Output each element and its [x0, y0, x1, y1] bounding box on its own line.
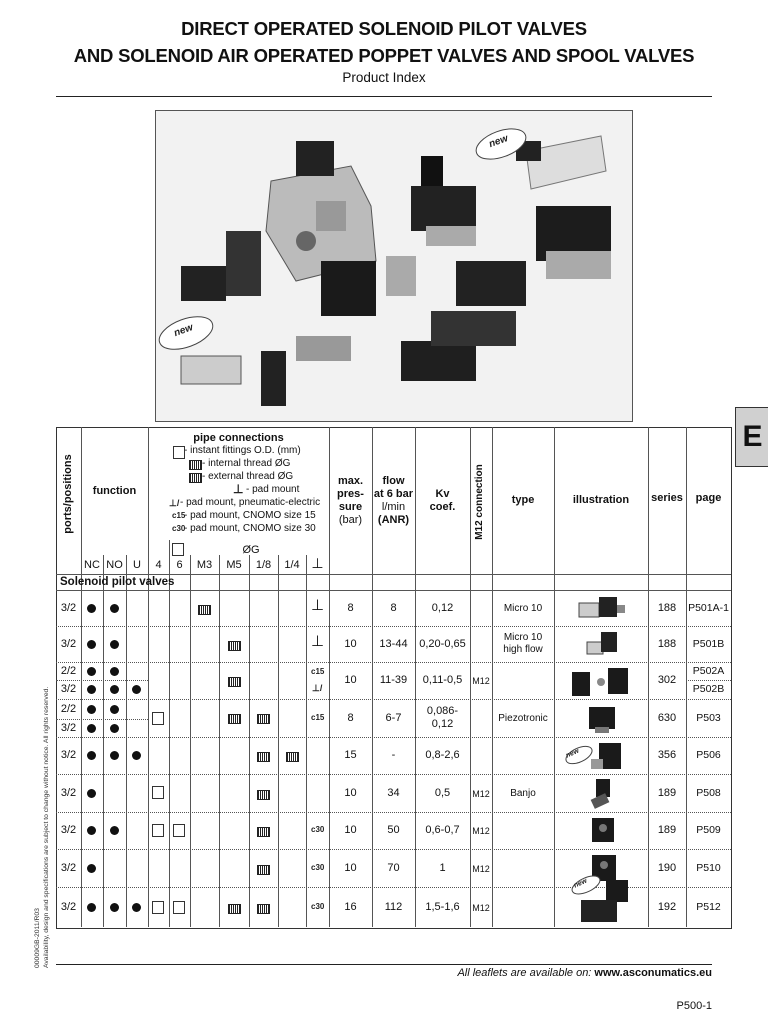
row2-pressure: 10 [344, 638, 357, 650]
row6-type: Banjo [510, 788, 536, 799]
row3-m5-thread-icon [228, 677, 241, 687]
header-pressure-2: pres- [337, 488, 364, 500]
row2-type-line1: Micro 10 [503, 632, 543, 643]
header-kv-2: coef. [429, 501, 456, 513]
row7-page[interactable]: P509 [696, 824, 721, 836]
row6-flow: 34 [387, 787, 400, 799]
row3-page-b[interactable]: P502B [692, 683, 725, 695]
footer-rule [56, 964, 712, 965]
row1-nc-dot [87, 604, 96, 613]
row5-nc-dot [87, 751, 96, 760]
row9-m12: M12 [472, 903, 490, 913]
row1-ports: 3/2 [60, 602, 77, 614]
row6-18-thread-icon [257, 790, 270, 800]
row5-18-thread-icon [257, 752, 270, 762]
header-6: 6 [176, 559, 183, 571]
header-1-8: 1/8 [255, 559, 272, 571]
row9-no-dot [110, 903, 119, 912]
row4-kv-line2: 0,12 [431, 718, 454, 730]
row7-flow: 50 [387, 824, 400, 836]
new-badge-1: new [487, 133, 510, 151]
row2-kv: 0,20-0,65 [419, 638, 466, 650]
header-u: U [133, 559, 141, 571]
row5-ports: 3/2 [60, 749, 77, 761]
row2-type-line2: high flow [503, 644, 543, 655]
legend-pad-mount: - pad mount [246, 484, 300, 495]
row9-illustration [561, 870, 646, 926]
row2-no-dot [110, 640, 119, 649]
row1-series: 188 [657, 602, 677, 614]
row1-kv: 0,12 [431, 602, 454, 614]
row6-pressure: 10 [344, 787, 357, 799]
row8-ports: 3/2 [60, 862, 77, 874]
row5-series: 356 [657, 749, 677, 761]
row8-18-thread-icon [257, 865, 270, 875]
header-m3: M3 [196, 559, 213, 571]
row4-ports-b: 3/2 [60, 722, 77, 734]
row2-page[interactable]: P501B [692, 638, 725, 650]
header-1-4: 1/4 [284, 559, 300, 571]
header-rule [56, 96, 712, 97]
row1-type: Micro 10 [503, 603, 543, 614]
row9-ports: 3/2 [60, 901, 77, 913]
side-note-code: 00009GB-2011/R03 [34, 908, 41, 968]
header-flow-4: (ANR) [377, 514, 410, 526]
row6-nc-dot [87, 789, 96, 798]
row8-cnomo-icon: c30 [311, 863, 325, 872]
header-series: series [651, 492, 683, 504]
legend-cnomo-30: - pad mount, CNOMO size 30 [184, 523, 316, 534]
row4-kv-line1: 0,086- [426, 705, 459, 717]
footer-text: All leaflets are available on: [457, 967, 595, 979]
row2-m5-thread-icon [228, 641, 241, 651]
new-badge-2: new [172, 322, 195, 340]
valves-collage-illustration [156, 111, 632, 421]
internal-thread-icon [189, 460, 202, 470]
row9-u-dot [132, 903, 141, 912]
row5-flow: - [391, 749, 396, 761]
row2-pad-icon: ⊥ [310, 633, 325, 650]
side-note-text: Availability, design and specifications are subject to change without notice. All rights reserved. [42, 686, 50, 968]
row3-nc-dot-b [87, 685, 96, 694]
row8-pressure: 10 [344, 862, 357, 874]
section-solenoid-pilot-valves: Solenoid pilot valves [60, 576, 175, 588]
header-type: type [511, 494, 535, 506]
row7-kv: 0,6-0,7 [425, 824, 460, 836]
row2-flow: 13-44 [379, 638, 408, 650]
header-m12: M12 connection [474, 464, 485, 540]
row9-page[interactable]: P512 [696, 901, 721, 913]
row1-pad-icon: ⊥ [310, 597, 325, 614]
cnomo-30-icon: c30 [172, 524, 186, 533]
pad-mount-icon: ⊥ [233, 482, 244, 496]
row7-ports: 3/2 [60, 824, 77, 836]
row4-nc-dot-b [87, 724, 96, 733]
row4-page[interactable]: P503 [696, 712, 721, 724]
legend-cnomo-15: - pad mount, CNOMO size 15 [184, 510, 316, 521]
row3-pad-pneumatic-icon: ⊥/ [312, 683, 323, 693]
page-number: P500-1 [676, 1000, 712, 1012]
row5-pressure: 15 [344, 749, 357, 761]
row9-new-badge: new [572, 877, 589, 890]
row3-page-a[interactable]: P502A [692, 665, 725, 677]
footer [457, 967, 712, 979]
row3-ports-b: 3/2 [60, 683, 77, 695]
header-nc: NC [84, 559, 100, 571]
row8-nc-dot [87, 864, 96, 873]
title-line-2: AND SOLENOID AIR OPERATED POPPET VALVES AND SPOOL VALVES [73, 45, 695, 66]
row6-series: 189 [657, 787, 677, 799]
row3-cnomo-icon: c15 [311, 667, 325, 676]
legend-pad-mount-pneumatic: - pad mount, pneumatic-electric [180, 497, 321, 508]
row7-pressure: 10 [344, 824, 357, 836]
header-pressure-4: (bar) [338, 514, 363, 526]
header-flow-1: flow [382, 475, 405, 487]
row1-no-dot [110, 604, 119, 613]
row6-instant-fitting-icon [152, 786, 164, 799]
row9-18-thread-icon [257, 904, 270, 914]
row2-nc-dot [87, 640, 96, 649]
row7-instant-fitting-4-icon [152, 824, 164, 837]
row1-page[interactable]: P501A-1 [688, 602, 729, 614]
row8-flow: 70 [387, 862, 400, 874]
row7-m12: M12 [472, 826, 490, 836]
section-tab-e[interactable]: E [735, 407, 768, 467]
row1-flow: 8 [390, 602, 397, 614]
row2-illustration [581, 628, 626, 660]
header-page: page [695, 492, 722, 504]
row1-pressure: 8 [347, 602, 354, 614]
row2-ports: 3/2 [60, 638, 77, 650]
row4-pressure: 8 [347, 712, 354, 724]
row3-no-dot-b [110, 685, 119, 694]
row6-m12: M12 [472, 789, 490, 799]
row7-series: 189 [657, 824, 677, 836]
row3-ports-a: 2/2 [60, 665, 77, 677]
row9-kv: 1,5-1,6 [425, 901, 460, 913]
header-4: 4 [155, 559, 162, 571]
row7-no-dot [110, 826, 119, 835]
row9-nc-dot [87, 903, 96, 912]
header-flow-3: l/min [381, 501, 406, 513]
row9-instant-fitting-4-icon [152, 901, 164, 914]
row4-cnomo-icon: c15 [311, 713, 325, 722]
row5-page[interactable]: P506 [696, 749, 721, 761]
row3-kv: 0,11-0,5 [422, 674, 463, 686]
row3-m12: M12 [472, 676, 490, 686]
row4-nc-dot-a [87, 705, 96, 714]
row7-nc-dot [87, 826, 96, 835]
row4-ports-a: 2/2 [60, 703, 77, 715]
row6-page[interactable]: P508 [696, 787, 721, 799]
row4-series: 630 [657, 712, 677, 724]
header-ports: ports/positions [62, 454, 74, 534]
footer-url-link[interactable]: www.asconumatics.eu [594, 967, 712, 979]
cnomo-15-icon: c15 [172, 511, 186, 520]
row5-u-dot [132, 751, 141, 760]
row8-series: 190 [657, 862, 677, 874]
row3-series: 302 [657, 674, 677, 686]
header-flow-2: at 6 bar [373, 488, 414, 500]
row4-18-thread-icon [257, 714, 270, 724]
header-og: ØG [242, 544, 260, 556]
row1-m3-thread-icon [198, 605, 211, 615]
row7-illustration [584, 814, 624, 848]
row2-series: 188 [657, 638, 677, 650]
row6-illustration [584, 776, 624, 810]
row5-kv: 0,8-2,6 [425, 749, 460, 761]
row9-instant-fitting-6-icon [173, 901, 185, 914]
section-bottom-rule [56, 590, 731, 591]
side-note [34, 648, 51, 968]
header-function: function [92, 485, 137, 497]
row9-pressure: 16 [344, 901, 357, 913]
row3-flow: 11-39 [379, 674, 408, 686]
header-pressure-1: max. [337, 475, 364, 487]
header-pipe-connections: pipe connections [193, 432, 284, 444]
header-bottom-rule [56, 574, 731, 575]
subtitle: Product Index [342, 70, 426, 85]
row6-ports: 3/2 [60, 787, 77, 799]
row7-cnomo-icon: c30 [311, 825, 325, 834]
row4-m5-thread-icon [228, 714, 241, 724]
row8-kv: 1 [439, 862, 446, 874]
legend-external-thread: - external thread ØG [202, 471, 294, 482]
row7-instant-fitting-6-icon [173, 824, 185, 837]
row8-m12: M12 [472, 864, 490, 874]
row3-pressure: 10 [344, 674, 357, 686]
legend-instant-fittings: - instant fittings O.D. (mm) [184, 445, 301, 456]
product-photo [155, 110, 633, 422]
row4-illustration [581, 701, 626, 735]
header-no: NO [106, 559, 123, 571]
row3-u-dot-b [132, 685, 141, 694]
row1-illustration [571, 593, 631, 625]
row5-no-dot [110, 751, 119, 760]
header-kv-1: Kv [435, 488, 450, 500]
row4-no-dot-b [110, 724, 119, 733]
row9-flow: 112 [384, 901, 403, 913]
row5-new-badge: new [564, 747, 581, 760]
row4-flow: 6-7 [385, 712, 402, 724]
instant-fitting-header-icon [172, 543, 184, 556]
instant-fitting-icon [173, 446, 185, 459]
header-illustration: illustration [572, 494, 630, 506]
row6-kv: 0,5 [434, 787, 451, 799]
row4-type: Piezotronic [498, 713, 548, 724]
pad-pneumatic-icon: ⊥/ [169, 498, 180, 508]
header-pressure-3: sure [338, 501, 363, 513]
product-table [56, 427, 731, 929]
row9-cnomo-icon: c30 [311, 902, 325, 911]
row9-series: 192 [657, 901, 677, 913]
row4-instant-fitting-icon [152, 712, 164, 725]
row3-no-dot-a [110, 667, 119, 676]
legend-internal-thread: - internal thread ØG [202, 458, 291, 469]
row3-illustration [566, 664, 636, 698]
header-pad-mount: ⊥ [311, 555, 324, 571]
row5-14-thread-icon [286, 752, 299, 762]
title-line-1: DIRECT OPERATED SOLENOID PILOT VALVES [181, 18, 587, 39]
row7-18-thread-icon [257, 827, 270, 837]
row9-m5-thread-icon [228, 904, 241, 914]
row4-no-dot-a [110, 705, 119, 714]
external-thread-icon [189, 473, 202, 483]
row3-nc-dot-a [87, 667, 96, 676]
row8-page[interactable]: P510 [696, 862, 721, 874]
header-m5: M5 [226, 559, 242, 571]
